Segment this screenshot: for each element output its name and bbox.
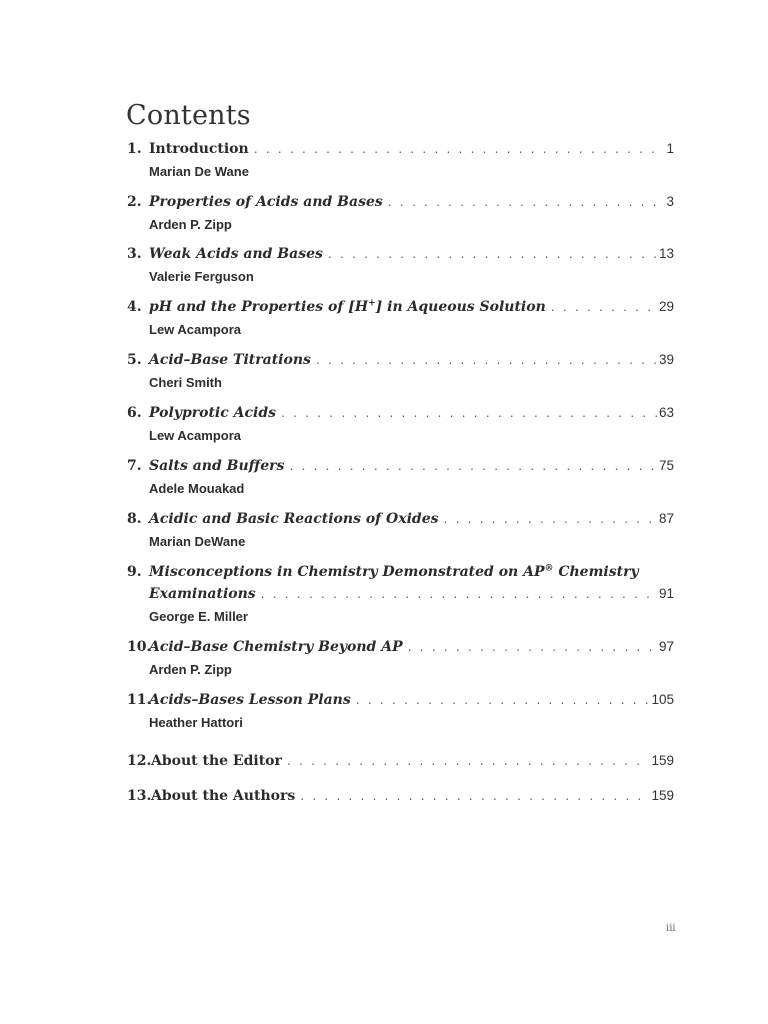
toc-entry-13[interactable] <box>127 788 674 810</box>
entry-author: Marian DeWane <box>149 534 246 549</box>
entry-title[interactable]: Salts and Buffers <box>149 458 285 474</box>
toc-entry-9[interactable] <box>127 564 674 626</box>
entry-title-part: pH and the Properties of [H <box>149 299 369 315</box>
entry-number: 3. <box>127 246 142 262</box>
toc-entry-10[interactable] <box>127 639 674 679</box>
entry-page-number: 91 <box>658 586 674 601</box>
dot-leader <box>407 643 657 654</box>
entry-title[interactable]: Introduction <box>149 141 249 157</box>
entry-author: Cheri Smith <box>149 375 222 390</box>
toc-entry-1[interactable] <box>127 141 674 181</box>
dot-leader <box>327 250 657 261</box>
entry-title[interactable] <box>149 299 546 315</box>
entry-page-number: 159 <box>651 788 674 803</box>
entry-title[interactable]: Acid–Base Titrations <box>149 352 311 368</box>
entry-page-number: 39 <box>658 352 674 367</box>
page-folio: iii <box>666 923 676 934</box>
toc-entry-4[interactable] <box>127 299 674 339</box>
superscript-plus: + <box>368 298 376 309</box>
page-title: Contents <box>126 100 251 132</box>
entry-page-number: 3 <box>666 194 674 209</box>
entry-page-number: 87 <box>658 511 674 526</box>
toc-entry-11[interactable] <box>127 692 674 732</box>
dot-leader <box>315 356 657 367</box>
entry-page-number: 105 <box>651 692 674 707</box>
entry-title[interactable]: Acid–Base Chemistry Beyond AP <box>149 639 403 655</box>
entry-author: Arden P. Zipp <box>149 662 232 677</box>
entry-number: 7. <box>127 458 142 474</box>
entry-title[interactable]: Polyprotic Acids <box>149 405 277 421</box>
entry-page-number: 29 <box>658 299 674 314</box>
entry-title-part: Chemistry <box>553 564 639 580</box>
dot-leader <box>550 303 657 314</box>
entry-number: 9. <box>127 564 142 580</box>
entry-page-number: 159 <box>651 753 674 768</box>
entry-number: 10. <box>127 639 152 655</box>
entry-number: 1. <box>127 141 142 157</box>
toc-entry-8[interactable] <box>127 511 674 551</box>
entry-title[interactable]: About the Editor <box>151 753 282 769</box>
entry-title-line-2[interactable]: Examinations <box>149 586 256 602</box>
entry-number: 8. <box>127 511 142 527</box>
entry-number: 4. <box>127 299 142 315</box>
entry-page-number: 1 <box>666 141 674 156</box>
entry-page-number: 75 <box>658 458 674 473</box>
entry-number: 13. <box>127 788 152 804</box>
entry-title[interactable]: Properties of Acids and Bases <box>149 194 383 210</box>
entry-title-line-1[interactable] <box>149 564 639 580</box>
entry-title[interactable]: Acids–Bases Lesson Plans <box>149 692 351 708</box>
dot-leader <box>299 792 649 803</box>
entry-page-number: 97 <box>658 639 674 654</box>
toc-entry-2[interactable] <box>127 194 674 234</box>
dot-leader <box>355 696 650 707</box>
entry-title[interactable]: About the Authors <box>151 788 296 804</box>
entry-author: Lew Acampora <box>149 322 241 337</box>
toc-entry-5[interactable] <box>127 352 674 392</box>
entry-author: Marian De Wane <box>149 164 249 179</box>
dot-leader <box>260 590 657 601</box>
entry-number: 5. <box>127 352 142 368</box>
entry-title[interactable]: Acidic and Basic Reactions of Oxides <box>149 511 439 527</box>
entry-number: 11. <box>127 692 152 708</box>
toc-entry-3[interactable] <box>127 246 674 286</box>
entry-title[interactable]: Weak Acids and Bases <box>149 246 323 262</box>
entry-author: George E. Miller <box>149 609 248 624</box>
entry-author: Adele Mouakad <box>149 481 245 496</box>
entry-number: 6. <box>127 405 142 421</box>
entry-author: Lew Acampora <box>149 428 241 443</box>
entry-author: Heather Hattori <box>149 715 243 730</box>
dot-leader <box>286 757 650 768</box>
entry-author: Arden P. Zipp <box>149 217 232 232</box>
dot-leader <box>253 145 665 156</box>
toc-entry-7[interactable] <box>127 458 674 498</box>
entry-title-part: ] in Aqueous Solution <box>375 299 546 315</box>
dot-leader <box>387 198 665 209</box>
registered-mark: ® <box>544 563 554 574</box>
entry-number: 2. <box>127 194 142 210</box>
entry-page-number: 13 <box>658 246 674 261</box>
dot-leader <box>280 409 657 420</box>
entry-title-part: Misconceptions in Chemistry Demonstrated on AP <box>149 564 545 580</box>
toc-entry-12[interactable] <box>127 753 674 775</box>
toc-entry-6[interactable] <box>127 405 674 445</box>
entry-author: Valerie Ferguson <box>149 269 254 284</box>
dot-leader <box>288 462 657 473</box>
dot-leader <box>443 515 657 526</box>
entry-number: 12. <box>127 753 152 769</box>
entry-page-number: 63 <box>658 405 674 420</box>
